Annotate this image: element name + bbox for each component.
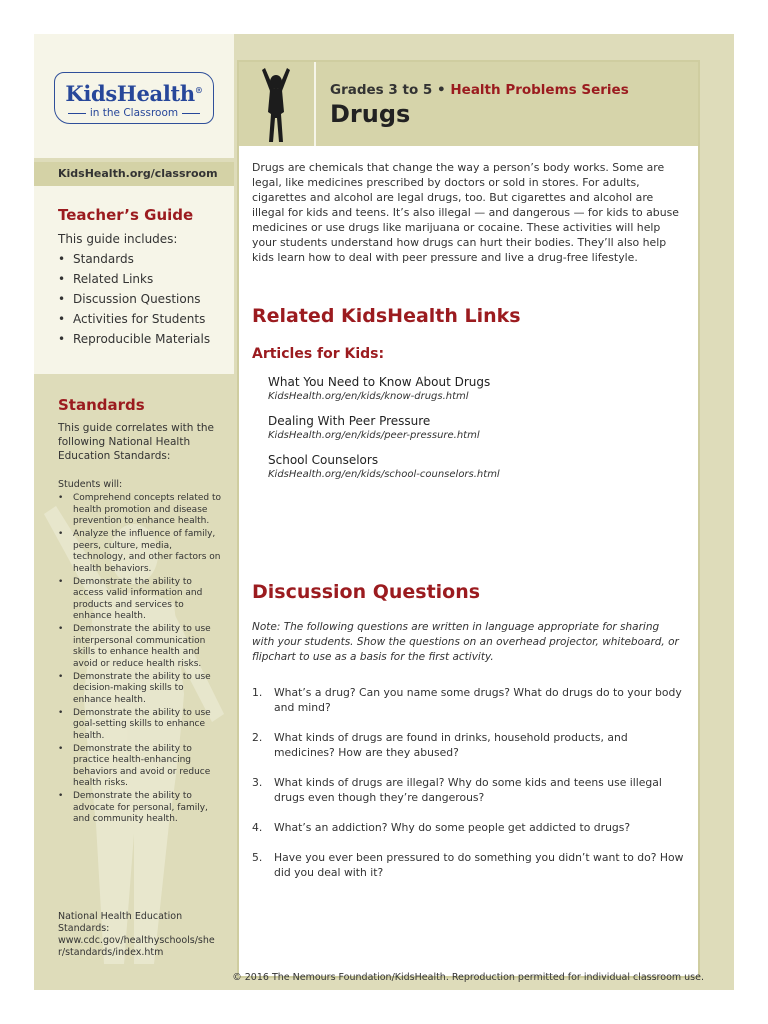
related-link[interactable] [268,452,688,482]
guide-item: • Discussion Questions [58,289,234,309]
title-banner [239,62,698,146]
standard-item: • Demonstrate the ability to use goal-setting skills to enhance health. [58,708,222,743]
intro-paragraph: Drugs are chemicals that change the way a person’s body works. Some are legal, like medicines prescribed by doctors or sold in stores. For adults, cigarettes and alcohol are legal drugs, too. But cigarettes and alcohol are illegal for kids and teens. It’s also illegal — and dangerous — for kids to abuse medicines or use drugs like marijuana or cocaine. These activities will help your students understand how drugs can hurt their bodies. They’ll also help kids learn how to deal with peer pressure and live a drug-free lifestyle. [252,161,679,264]
question-text: Have you ever been pressured to do something you didn’t want to do? How did you deal with it? [274,851,684,879]
standard-item: • Comprehend concepts related to health promotion and disease prevention to enhance health. [58,493,222,528]
related-links-heading: Related KidsHealth Links [252,305,521,327]
teachers-guide-title: Teacher’s Guide [58,206,194,224]
question-text: What’s an addiction? Why do some people get addicted to drugs? [274,821,631,834]
standards-source: National Health Education Standards: www.cdc.gov/healthyschools/sher/standards/index.htm [58,911,215,958]
guide-item: • Related Links [58,269,234,289]
worksheet-page [34,34,734,990]
link-url[interactable]: KidsHealth.org/en/kids/peer-pressure.html [268,430,480,441]
logo-sub-text: in the Classroom [55,107,213,120]
standards-box [34,374,234,990]
standard-item: • Demonstrate the ability to practice health-enhancing behaviors and avoid or reduce health risks. [58,744,222,790]
discussion-note: Note: The following questions are written in language appropriate for sharing with your students. Show the questions on an overhead projector, whiteboard, or flipchart to use as a basis for the first activity. [252,621,679,663]
question-item [252,685,684,715]
link-title[interactable]: What You Need to Know About Drugs [268,375,491,389]
link-title[interactable]: Dealing With Peer Pressure [268,414,431,428]
standards-intro: This guide correlates with the following National Health Education Standards: [58,422,214,462]
link-url[interactable]: KidsHealth.org/en/kids/school-counselors.html [268,469,500,480]
jumping-child-icon [239,62,314,146]
standard-item: • Demonstrate the ability to use interpersonal communication skills to enhance health and avoid or reduce health risks. [58,624,222,670]
question-text: What kinds of drugs are illegal? Why do some kids and teens use illegal drugs even though they’re dangerous? [274,776,662,804]
page-title: Drugs [330,100,411,128]
discussion-questions-list [252,685,684,895]
guide-item: • Standards [58,249,234,269]
logo-main-text: KidsHealth [65,81,195,106]
standard-item: • Demonstrate the ability to use decision-making skills to enhance health. [58,672,222,707]
related-link[interactable] [268,413,688,443]
registered-mark: ® [194,85,203,95]
figure-area [239,62,314,146]
articles-for-kids-heading: Articles for Kids: [252,346,385,362]
standards-title: Standards [58,396,145,414]
standard-item: • Analyze the influence of family, peers, culture, media, technology, and other factors on health behaviors. [58,529,222,575]
question-text: What kinds of drugs are found in drinks, household products, and medicines? How are they abused? [274,731,628,759]
question-text: What’s a drug? Can you name some drugs? What do drugs do to your body and mind? [274,686,682,714]
main-content [237,60,700,978]
question-number: 5. [252,851,263,864]
sidebar [34,34,234,990]
kidshealth-logo [54,72,214,124]
standard-item: • Demonstrate the ability to access valid information and products and services to enhance health. [58,577,222,623]
guide-intro: This guide includes: [58,232,178,246]
standards-list [58,493,222,826]
related-link[interactable] [268,374,688,404]
teachers-guide-box [34,186,234,374]
link-url[interactable]: KidsHealth.org/en/kids/know-drugs.html [268,391,469,402]
question-number: 3. [252,776,263,789]
copyright-footer: © 2016 The Nemours Foundation/KidsHealth. Reproduction permitted for individual classroom use. [232,972,704,983]
standards-lead: Students will: [58,479,123,490]
question-number: 1. [252,686,263,699]
series-label: Health Problems Series [450,82,629,98]
question-item [252,730,684,760]
link-title[interactable]: School Counselors [268,453,379,467]
guide-item: • Activities for Students [58,309,234,329]
question-item [252,775,684,805]
site-url[interactable]: KidsHealth.org/classroom [34,162,234,186]
banner-divider [314,62,316,146]
related-links-list [268,374,688,491]
guide-item: • Reproducible Materials [58,329,234,349]
question-item [252,850,684,880]
grades-label: Grades 3 to 5 • [330,82,446,98]
standard-item: • Demonstrate the ability to advocate for personal, family, and community health. [58,791,222,826]
question-number: 2. [252,731,263,744]
question-item [252,820,684,835]
discussion-questions-heading: Discussion Questions [252,581,481,603]
guide-list [58,249,234,349]
question-number: 4. [252,821,263,834]
logo-area [34,34,234,158]
